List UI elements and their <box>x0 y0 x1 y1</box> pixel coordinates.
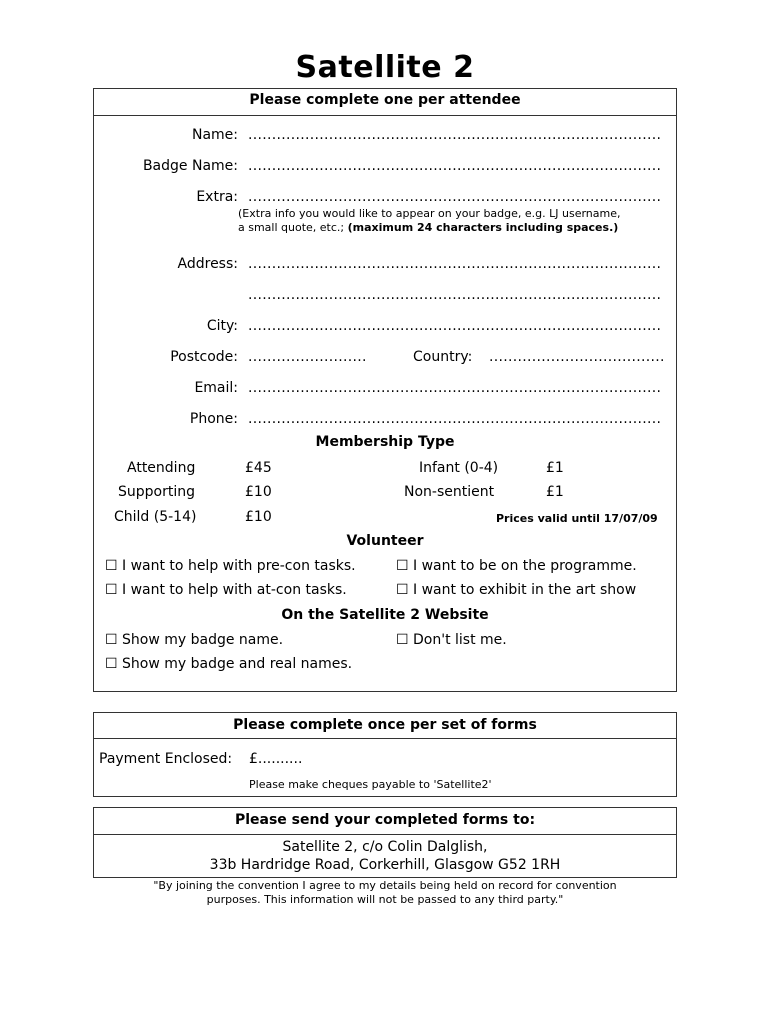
badge-name-label: Badge Name: <box>142 158 238 174</box>
volunteer-precon-option[interactable] <box>105 558 356 574</box>
membership-supporting-label: Supporting <box>118 484 195 500</box>
checkbox-icon[interactable]: ☐ <box>396 558 409 574</box>
extra-field[interactable]: ....................................................................................... <box>248 189 662 205</box>
website-dont-list-label: Don't list me. <box>413 632 507 648</box>
extra-note-text: a small quote, etc.; <box>238 221 345 234</box>
send-address-line2: 33b Hardridge Road, Corkerhill, Glasgow G52 1RH <box>209 857 561 873</box>
extra-label: Extra: <box>196 189 238 205</box>
checkbox-icon[interactable]: ☐ <box>105 632 118 648</box>
phone-label: Phone: <box>189 411 238 427</box>
send-address-line1: Satellite 2, c/o Colin Dalglish, <box>282 839 488 855</box>
city-label: City: <box>206 318 238 334</box>
prices-valid-note: Prices valid until 17/07/09 <box>496 512 658 525</box>
membership-heading: Membership Type <box>315 434 455 450</box>
extra-note-max: (maximum 24 characters including spaces.) <box>347 221 619 234</box>
volunteer-artshow-option[interactable] <box>396 582 636 598</box>
membership-infant-price: £1 <box>546 460 564 476</box>
membership-child-label: Child (5-14) <box>114 509 197 525</box>
address-field[interactable]: ....................................................................................... <box>248 256 662 272</box>
membership-attending-price: £45 <box>245 460 272 476</box>
attendee-heading: Please complete one per attendee <box>94 89 676 116</box>
phone-field[interactable]: ....................................................................................... <box>248 411 662 427</box>
payment-heading: Please complete once per set of forms <box>94 713 676 739</box>
country-field[interactable]: ..................................... <box>489 349 665 365</box>
membership-attending-label: Attending <box>127 460 196 476</box>
postcode-label: Postcode: <box>170 349 238 365</box>
checkbox-icon[interactable]: ☐ <box>396 582 409 598</box>
volunteer-artshow-label: I want to exhibit in the art show <box>413 582 637 598</box>
volunteer-atcon-option[interactable] <box>105 582 347 598</box>
extra-note-line2 <box>238 221 618 234</box>
membership-nonsentient-price: £1 <box>546 484 564 500</box>
membership-nonsentient-label: Non-sentient <box>404 484 495 500</box>
payment-note: Please make cheques payable to 'Satellite2' <box>249 778 492 791</box>
city-field[interactable]: ....................................................................................... <box>248 318 662 334</box>
badge-name-field[interactable]: ....................................................................................... <box>248 158 662 174</box>
website-badge-name-option[interactable] <box>105 632 283 648</box>
volunteer-atcon-label: I want to help with at-con tasks. <box>122 582 347 598</box>
postcode-field[interactable]: ......................... <box>248 349 367 365</box>
email-label: Email: <box>194 380 238 396</box>
email-field[interactable]: ....................................................................................... <box>248 380 662 396</box>
website-badge-real-label: Show my badge and real names. <box>122 656 353 672</box>
website-heading: On the Satellite 2 Website <box>281 607 489 623</box>
website-badge-real-option[interactable] <box>105 656 352 672</box>
membership-supporting-price: £10 <box>245 484 272 500</box>
checkbox-icon[interactable]: ☐ <box>396 632 409 648</box>
disclaimer-line2: purposes. This information will not be passed to any third party." <box>206 893 564 906</box>
checkbox-icon[interactable]: ☐ <box>105 582 118 598</box>
checkbox-icon[interactable]: ☐ <box>105 558 118 574</box>
page-title: Satellite 2 <box>295 50 475 85</box>
payment-amount-field[interactable]: £.......... <box>249 751 303 767</box>
name-label: Name: <box>191 127 238 143</box>
country-label: Country: <box>413 349 473 365</box>
volunteer-precon-label: I want to help with pre-con tasks. <box>122 558 356 574</box>
membership-infant-label: Infant (0-4) <box>419 460 499 476</box>
payment-label: Payment Enclosed: <box>99 751 233 767</box>
extra-note-line1: (Extra info you would like to appear on your badge, e.g. LJ username, <box>238 207 621 220</box>
volunteer-programme-option[interactable] <box>396 558 637 574</box>
volunteer-programme-label: I want to be on the programme. <box>413 558 637 574</box>
send-heading: Please send your completed forms to: <box>94 808 676 835</box>
name-field[interactable]: ....................................................................................... <box>248 127 662 143</box>
website-dont-list-option[interactable] <box>396 632 507 648</box>
address-field-2[interactable]: ....................................................................................... <box>248 287 662 303</box>
checkbox-icon[interactable]: ☐ <box>105 656 118 672</box>
volunteer-heading: Volunteer <box>346 533 424 549</box>
website-badge-name-label: Show my badge name. <box>122 632 284 648</box>
disclaimer-line1: "By joining the convention I agree to my details being held on record for convention <box>153 879 617 892</box>
membership-child-price: £10 <box>245 509 272 525</box>
address-label: Address: <box>177 256 238 272</box>
